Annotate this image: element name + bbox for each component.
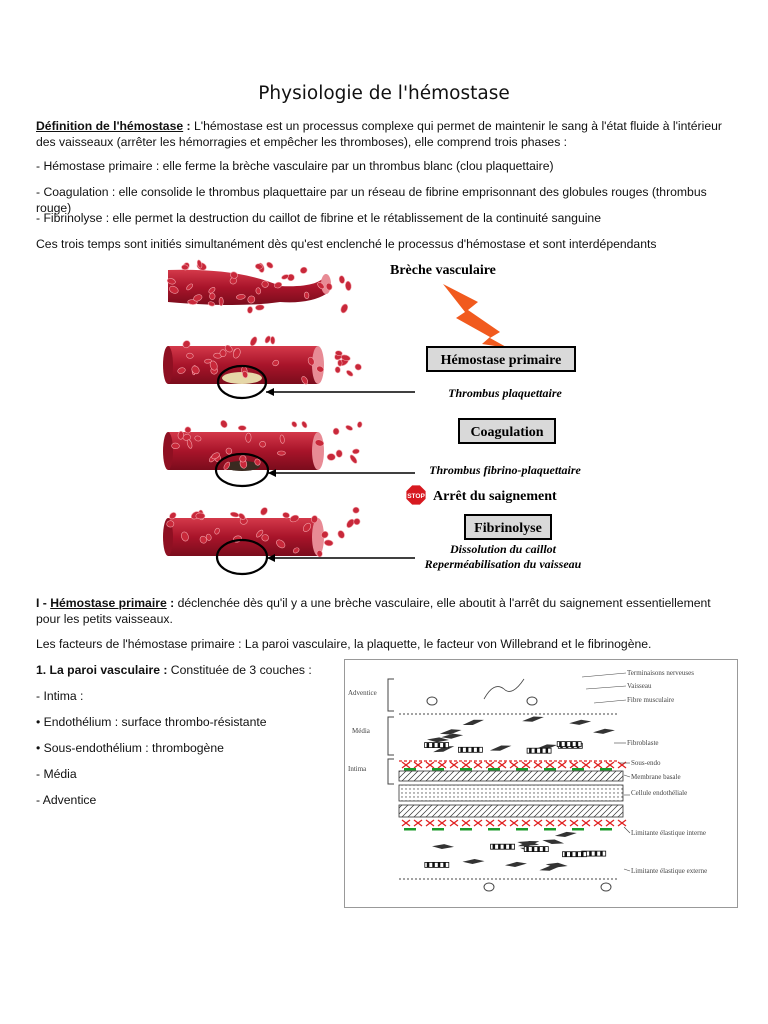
red-blood-cell — [299, 266, 308, 275]
collagen-mark — [516, 828, 528, 831]
red-blood-cell — [338, 360, 343, 367]
fibroblast-stripe — [509, 844, 512, 849]
fibroblast-stripe — [443, 862, 446, 867]
coagulation-label: Coagulation — [470, 425, 544, 440]
collagen-mark — [488, 828, 500, 831]
collagen-mark — [432, 768, 444, 771]
fibroblast-stripe — [543, 847, 546, 852]
media-label: Média — [352, 727, 370, 735]
fibroblast-stripe — [537, 847, 540, 852]
red-blood-cell — [335, 366, 341, 373]
section1-text: déclenchée dès qu'il y a une brèche vasculaire, elle aboutit à l'arrêt du saignement essentiellement pour les petits vaisseaux. — [36, 596, 711, 626]
fibroblast-stripe — [576, 742, 579, 747]
red-blood-cell — [357, 421, 363, 428]
red-blood-cell — [230, 511, 240, 517]
paroi-item: • Endothélium : surface thrombo-résistante — [36, 715, 267, 729]
red-blood-cell — [352, 448, 360, 454]
red-blood-cell — [282, 512, 290, 519]
thrombus-fibrino-label: Thrombus fibrino-plaquettaire — [429, 463, 581, 477]
fibroblast-stripe — [432, 743, 435, 748]
vessel-stage-coagulation — [163, 419, 363, 471]
red-blood-cell — [354, 363, 363, 371]
red-blood-cell — [171, 443, 179, 449]
red-blood-cell — [270, 336, 275, 344]
red-blood-cell — [345, 424, 353, 431]
arrow-head-icon — [268, 469, 276, 477]
factors-paragraph: Les facteurs de l'hémostase primaire : La paroi vasculaire, la plaquette, le facteur von Willebrand et le fibrinogène. — [36, 637, 652, 651]
collagen-mark — [488, 768, 500, 771]
fibroblast-stripe — [498, 844, 501, 849]
adventice-label: Adventice — [348, 689, 377, 697]
section1-paragraph — [36, 595, 732, 627]
red-blood-cell — [238, 426, 246, 431]
stop-sign-text: STOP — [407, 493, 425, 500]
red-blood-cell — [261, 534, 268, 541]
red-blood-cell — [219, 297, 223, 306]
red-blood-cell — [327, 453, 336, 460]
fibroblast-stripe — [532, 847, 535, 852]
collagen-mark — [404, 768, 416, 771]
label-terminaisons: Terminaisons nerveuses — [627, 669, 694, 677]
collagen-mark — [600, 768, 612, 771]
paroi-item: • Sous-endothélium : thrombogène — [36, 741, 224, 755]
red-blood-cell — [186, 353, 193, 359]
phase-hemostase-primaire: - Hémostase primaire : elle ferme la brèche vasculaire par un thrombus blanc (clou plaquettaire) — [36, 159, 554, 173]
red-blood-cell — [167, 521, 175, 528]
definition-paragraph — [36, 118, 732, 150]
paroi-item: - Adventice — [36, 793, 97, 807]
paroi-text: Constituée de 3 couches : — [167, 663, 312, 677]
repermeabilisation-label: Reperméabilisation du vaisseau — [424, 557, 582, 571]
red-blood-cell — [255, 304, 264, 310]
paroi-item: - Média — [36, 767, 77, 781]
fibroblast-stripe — [535, 748, 538, 753]
red-blood-cell — [277, 451, 285, 455]
label-limitante-interne: Limitante élastique interne — [631, 829, 707, 837]
fibroblast-stripe — [460, 747, 463, 752]
collagen-mark — [544, 768, 556, 771]
definition-label: Définition de l'hémostase — [36, 119, 184, 133]
red-blood-cell — [249, 336, 258, 347]
label-vaisseau: Vaisseau — [627, 682, 652, 690]
collagen-mark — [432, 828, 444, 831]
red-blood-cell — [178, 431, 184, 439]
definition-colon: : — [183, 119, 191, 133]
vessel-stage-fibrinolysis — [163, 506, 361, 557]
red-blood-cell — [324, 539, 334, 546]
fibroblast-stripe — [570, 852, 573, 857]
phase-coagulation: - Coagulation : elle consolide le thrombus plaquettaire par un réseau de fibrine emprisonnant des globules rouges (thrombus rouge) — [36, 185, 707, 215]
dissolution-label: Dissolution du caillot — [449, 542, 557, 556]
fibroblast-stripe — [477, 747, 480, 752]
fibroblast-stripe — [540, 748, 543, 753]
red-blood-cell — [291, 421, 298, 429]
label-fibroblaste: Fibroblaste — [627, 739, 659, 747]
red-blood-cell — [353, 507, 360, 513]
fibroblast-stripe — [595, 851, 598, 856]
red-blood-cell — [337, 529, 346, 539]
definition-text: L'hémostase est un processus complexe qui permet de maintenir le sang à l'état fluide à l'intérieur des vaisseaux (arrêter les hémorragies et empêcher les thromboses), elle comprend trois phases : — [36, 119, 722, 149]
red-blood-cell — [345, 369, 354, 377]
collagen-mark — [600, 828, 612, 831]
red-blood-cell — [333, 428, 339, 435]
breche-label: Brèche vasculaire — [390, 263, 496, 278]
red-blood-cell — [265, 261, 274, 269]
fibroblast-stripe — [546, 748, 549, 753]
fibrinolyse-label: Fibrinolyse — [474, 521, 542, 536]
label-membrane: Membrane basale — [631, 773, 681, 781]
collagen-mark — [404, 828, 416, 831]
red-blood-cell — [196, 513, 205, 519]
fibroblast-stripe — [581, 852, 584, 857]
red-blood-cell — [209, 293, 215, 300]
red-blood-cell — [181, 265, 188, 271]
paroi-item: - Intima : — [36, 689, 84, 703]
fibroblast-stripe — [526, 847, 529, 852]
section1-heading: Hémostase primaire — [50, 596, 167, 610]
lightning-bolt-icon — [443, 284, 508, 348]
collagen-mark — [572, 768, 584, 771]
red-blood-cell — [336, 450, 343, 458]
red-blood-cell — [349, 454, 358, 465]
vascular-wall-figure — [344, 659, 738, 908]
arret-saignement-label: Arrêt du saignement — [433, 489, 557, 504]
red-blood-cell — [339, 275, 346, 284]
fibroblast-stripe — [570, 742, 573, 747]
red-blood-cell — [219, 419, 228, 429]
fibroblast-stripe — [432, 862, 435, 867]
fibroblast-stripe — [565, 852, 568, 857]
page-title: Physiologie de l'hémostase — [258, 83, 510, 104]
vessel-breach — [167, 259, 352, 314]
hemostase-primaire-label: Hémostase primaire — [440, 353, 562, 368]
label-limitante-externe: Limitante élastique externe — [631, 867, 708, 875]
phase-fibrinolyse: - Fibrinolyse : elle permet la destruction du caillot de fibrine et le rétablissement de la continuité sanguine — [36, 211, 601, 225]
fibroblast-stripe — [427, 743, 430, 748]
fibroblast-stripe — [576, 852, 579, 857]
section1-colon: : — [166, 596, 175, 610]
red-blood-cell — [220, 350, 226, 357]
fibroblast-stripe — [565, 742, 568, 747]
red-blood-cell — [301, 420, 308, 428]
intro-note: Ces trois temps sont initiés simultanément dès qu'est enclenché le processus d'hémostase et sont interdépendants — [36, 237, 657, 251]
fibroblast-stripe — [493, 844, 496, 849]
collagen-mark — [460, 768, 472, 771]
label-sous-endo: Sous-endo — [631, 759, 661, 767]
section1-number: I - — [36, 596, 51, 610]
fibroblast-stripe — [438, 862, 441, 867]
collagen-mark — [460, 828, 472, 831]
fibroblast-stripe — [427, 862, 430, 867]
hemostasis-stages-figure — [160, 258, 620, 580]
red-blood-cell — [259, 506, 269, 516]
fibroblast-stripe — [443, 743, 446, 748]
collagen-mark — [516, 768, 528, 771]
fibroblast-stripe — [438, 743, 441, 748]
fibroblast-stripe — [471, 747, 474, 752]
fibroblast-stripe — [529, 748, 532, 753]
fibroblast-stripe — [504, 844, 507, 849]
fibroblast-stripe — [466, 747, 469, 752]
red-blood-cell — [247, 306, 253, 314]
collagen-mark — [544, 828, 556, 831]
vessel-stage-primary — [163, 335, 363, 385]
thrombus-plaquettaire-label: Thrombus plaquettaire — [448, 386, 562, 400]
fibroblast-stripe — [600, 851, 603, 856]
label-fibre: Fibre musculaire — [627, 696, 675, 704]
red-blood-cell — [352, 517, 361, 526]
collagen-mark — [572, 828, 584, 831]
red-blood-cell — [345, 281, 352, 291]
paroi-heading — [36, 662, 336, 678]
red-blood-cell — [340, 303, 350, 314]
intima-label: Intima — [348, 765, 367, 773]
arrow-head-icon — [266, 388, 274, 396]
red-blood-cell — [245, 433, 251, 442]
paroi-label: 1. La paroi vasculaire : — [36, 663, 168, 677]
fibroblast-stripe — [559, 742, 562, 747]
fibroblast-stripe — [589, 851, 592, 856]
label-cellule: Cellule endothéliale — [631, 789, 688, 797]
